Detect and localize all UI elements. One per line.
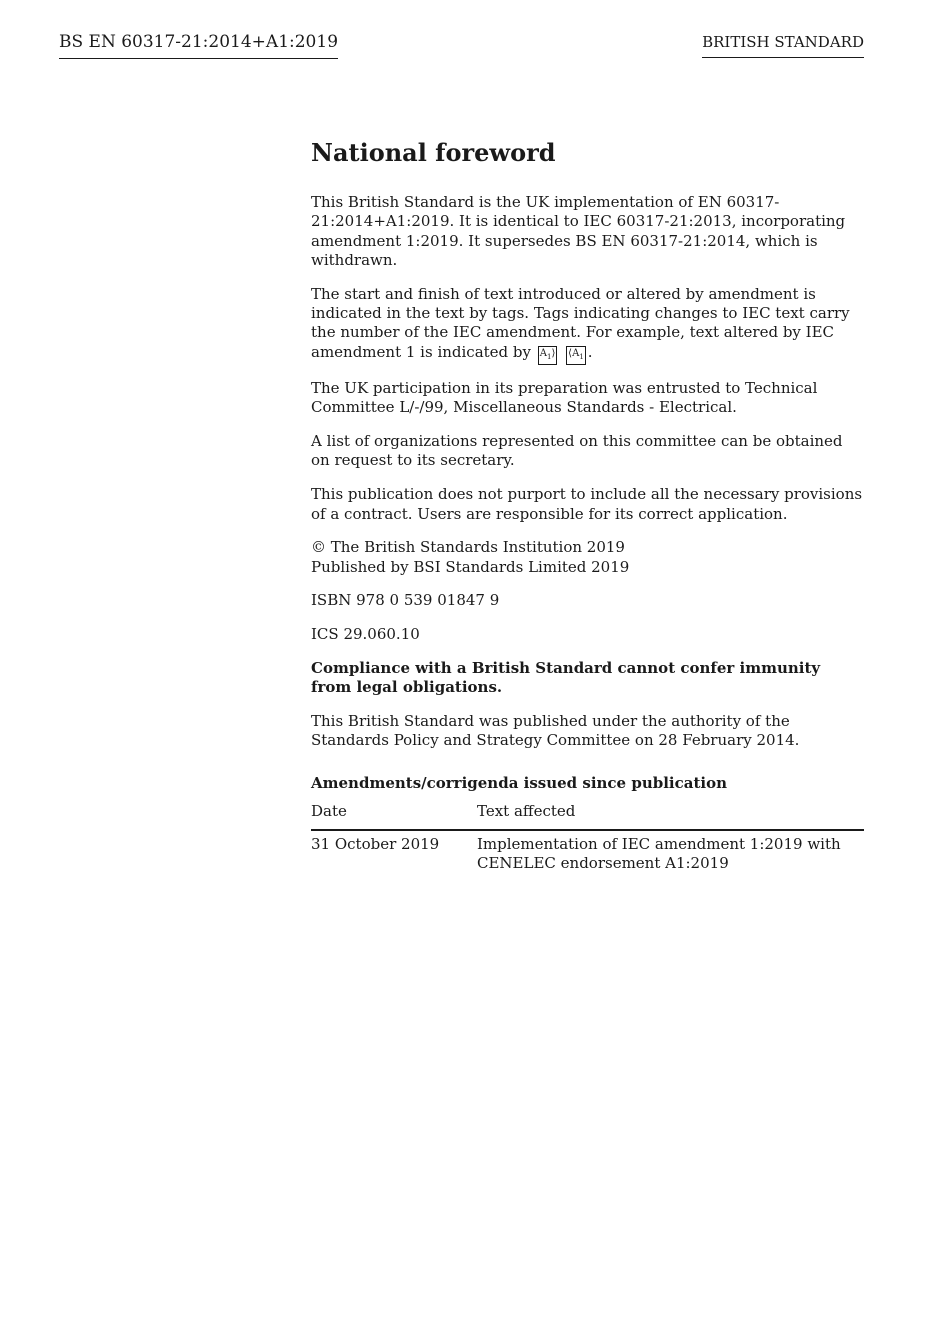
text-affected-column-header: Text affected: [477, 796, 864, 830]
amendment-end-tag-icon: $⟨A_1$: [566, 346, 586, 365]
provisions-paragraph: This publication does not purport to include all the necessary provisions of a contract. Users are responsible for its correct application.: [311, 485, 863, 523]
amendment-tags-paragraph: The start and finish of text introduced or altered by amendment is indicated in the text by tags. Tags indicating changes to IEC text carry the number of the IEC amendment. For example, text altered by IEC amendment 1 is indicated by $A_1⟩$ $⟨A_1$ .: [311, 285, 864, 365]
amendment-start-tag-icon: $A_1⟩$: [538, 346, 558, 365]
compliance-notice: Compliance with a British Standard cannot confer immunity from legal obligations.: [311, 659, 821, 697]
page-title: National foreword: [311, 138, 556, 167]
standard-label: BRITISH STANDARD: [702, 32, 864, 58]
date-column-header: Date: [311, 796, 477, 830]
copyright-block: [311, 538, 864, 577]
isbn: ISBN 978 0 539 01847 9: [311, 591, 500, 610]
table-row: [311, 830, 864, 873]
publisher-line: Published by BSI Standards Limited 2019: [311, 557, 630, 576]
ics: ICS 29.060.10: [311, 625, 420, 644]
amendment-text: Implementation of IEC amendment 1:2019 with CENELEC endorsement A1:2019: [477, 834, 841, 872]
amendments-table: [311, 796, 864, 873]
authority-paragraph: This British Standard was published under the authority of the Standards Policy and Strategy Committee on 28 February 2014.: [311, 712, 800, 750]
table-header-row: [311, 796, 864, 830]
national-foreword: [311, 138, 864, 873]
amendment-tags-text: The start and finish of text introduced or altered by amendment is indicated in the text by tags. Tags indicating changes to IEC text carry the number of the IEC amendment. For example, text altered by IEC amendment 1 is indicated by: [311, 284, 850, 361]
implementation-paragraph: This British Standard is the UK implementation of EN 60317-21:2014+A1:2019. It is identical to IEC 60317-21:2013, incorporating amendment 1:2019. It supersedes BS EN 60317-21:2014, which is withdrawn.: [311, 193, 846, 269]
amendment-date: 31 October 2019: [311, 834, 440, 853]
amendments-heading: Amendments/corrigenda issued since publication: [311, 773, 727, 792]
committee-paragraph: The UK participation in its preparation was entrusted to Technical Committee L/-/99, Miscellaneous Standards - Electrical.: [311, 379, 818, 417]
document-id: BS EN 60317-21:2014+A1:2019: [59, 31, 338, 59]
copyright-line: © The British Standards Institution 2019: [311, 538, 625, 557]
organizations-paragraph: A list of organizations represented on this committee can be obtained on request to its secretary.: [311, 432, 843, 470]
